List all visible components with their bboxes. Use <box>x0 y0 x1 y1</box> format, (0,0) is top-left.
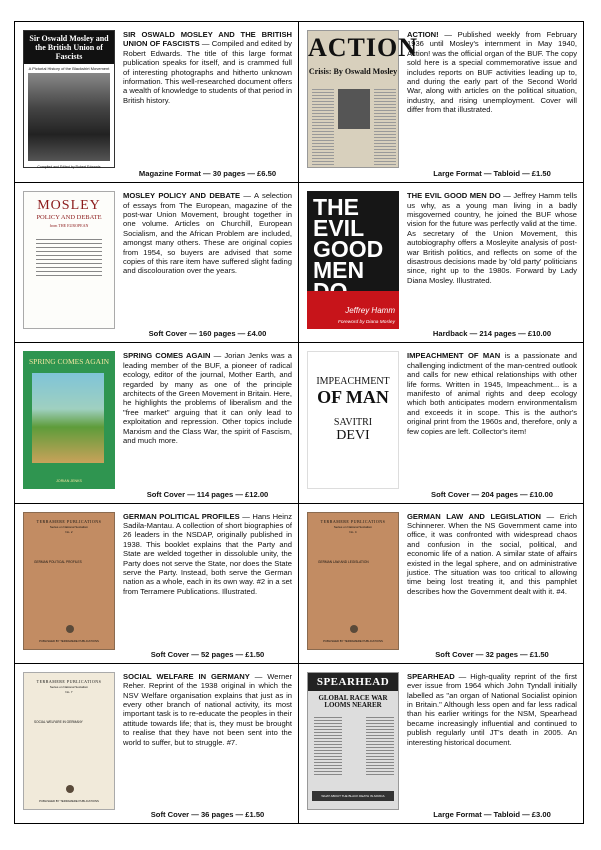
product-card <box>299 182 583 342</box>
product-desc: — Jeffrey Hamm tells us why, as a young man living in a badly misgoverned country, he joined the BUF whose vision for the future was perfectly valid at the time. As secretary of the Union Movement, this autobiography offers a Mosleyite analysis of post-war British politics, and reflects on some of the disastrous decisions made by 'old party' politicians since, right up to the 1980s. Forward by Lady Diana Mosley. Illustrated. <box>407 191 577 285</box>
book-cover <box>307 30 419 168</box>
cover-footer: Compiled and Edited by Robert Edwards <box>37 165 101 169</box>
product-format: Soft Cover — 114 pages — £12.00 <box>146 489 269 499</box>
product-description <box>123 30 292 105</box>
emblem-icon <box>66 785 74 793</box>
product-format: Soft Cover — 204 pages — £10.00 <box>431 489 553 499</box>
product-desc: is a passionate and challenging indictment of the man-centred outlook and calls for new ethical relationships with other life forms. Written in 1945, Impeachment... is a manifesto of animal rights and deep ecology which both anticipates modern environmentalism and exceeds it in scope. This is the author's original print from the 1960s and, therefore, only a few copies are left. Collector's item! <box>407 351 578 436</box>
cover-masthead: SPEARHEAD <box>308 673 398 691</box>
product-format: Soft Cover — 32 pages — £1.50 <box>435 649 549 659</box>
book-cover <box>307 191 399 329</box>
product-desc: — Compiled and edited by Robert Edwards. The title of this large format publication speaks for itself, and is crammed full of interesting photographs and hitherto unknown information. This well-researched document offers a wealth of knowledge to students of that period in British history. <box>123 39 292 105</box>
cover-subtitle: POLICY AND DEBATE <box>36 214 102 222</box>
product-desc: — High-quality reprint of the first ever issue from 1964 which John Tyndall initially labelled as "an organ of National Socialist opinion in Britain." Although less open and far less radical than his earlier writings for the NSM, Spearhead became increasingly influential and continued to publish regularly until JT's death in 2005. An interesting historical document. <box>407 671 577 747</box>
cover-box: WHAT ABOUT THE BLACK DEATH IN AFRICA <box>312 791 394 801</box>
product-desc: — Jorian Jenks was a leading member of the BUF, a pioneer of radical ecology, editor of the journal, Mother Earth, and regarded by many as one of the principle architects of the Green Movement in Britain. Here, he highlights the problems of liberalism and the "free market" arguing that it can only lead to exploitation and repression. Other topics include Marxism and the Class War, the spirit of Fascism, and much more. <box>123 351 292 446</box>
cover-publisher: TERRAMERE PUBLICATIONS <box>320 518 386 524</box>
product-description <box>407 30 577 115</box>
cover-series: Series on National Socialism <box>49 524 89 529</box>
product-format: Large Format — Tabloid — £3.00 <box>433 809 551 819</box>
product-description <box>407 672 577 747</box>
cover-author: Jeffrey Hamm <box>345 306 395 316</box>
product-description <box>123 351 292 445</box>
cover-author: JORIAN JENKS <box>56 479 82 484</box>
cover-title: THE EVIL GOOD MEN <box>313 194 384 284</box>
cover-headline: Crisis: By Oswald Mosley <box>308 67 398 76</box>
cover-number: No. 7 <box>65 689 73 694</box>
cover-author-line: DEVI <box>336 428 370 444</box>
product-description <box>407 351 577 436</box>
product-card <box>15 503 299 663</box>
book-cover <box>307 512 399 650</box>
product-description <box>407 512 577 597</box>
emblem-icon <box>66 625 74 633</box>
book-cover <box>307 351 399 489</box>
product-card <box>15 182 299 342</box>
cover-headline: GLOBAL RACE WAR LOOMS NEARER <box>318 693 388 709</box>
cover-column <box>366 715 394 775</box>
cover-publisher: TERRAMERE PUBLICATIONS <box>36 678 102 684</box>
cover-title: Sir Oswald Mosley and the British Union of Fascists <box>24 31 114 64</box>
product-desc: — Erich Schinnerer. When the NS Government came into office, it was confronted with widespread chaos and confusion in the social, political, and economic life of a nation. A similar state of affairs existed in the legal sphere, and on administrative justice. The situation was too critical to allowing time being lost treating it, and this pamphlet describes how the Government dealt with it. #4. <box>407 511 577 596</box>
product-title: SIR OSWALD MOSLEY AND THE BRITISH UNION OF FASCISTS <box>123 30 292 49</box>
book-cover <box>23 351 115 489</box>
product-format: Soft Cover — 160 pages — £4.00 <box>148 329 267 339</box>
product-title: MOSLEY POLICY AND DEBATE <box>123 191 241 201</box>
product-title: SPEARHEAD <box>407 671 455 681</box>
cover-title: GERMAN POLITICAL PROFILES <box>34 559 82 564</box>
cover-title: SOCIAL WELFARE IN GERMANY <box>34 719 83 724</box>
product-title: GERMAN POLITICAL PROFILES <box>123 511 240 521</box>
catalogue-grid <box>14 21 584 824</box>
cover-photo <box>28 73 110 161</box>
product-title: SOCIAL WELFARE IN GERMANY <box>123 671 250 681</box>
book-cover <box>23 672 115 810</box>
product-format: Soft Cover — 52 pages — £1.50 <box>150 649 265 659</box>
product-title: THE EVIL GOOD MEN DO <box>407 191 501 201</box>
product-description <box>123 672 292 747</box>
cover-column <box>314 715 342 775</box>
cover-contents <box>36 236 102 276</box>
product-title: GERMAN LAW AND LEGISLATION <box>407 511 541 521</box>
cover-photo <box>338 89 370 129</box>
product-format: Hardback — 214 pages — £10.00 <box>432 329 552 339</box>
emblem-icon <box>350 625 358 633</box>
cover-series: Series on National Socialism <box>49 684 89 689</box>
cover-title: GERMAN LAW AND LEGISLATION <box>318 559 369 564</box>
product-card <box>15 22 299 182</box>
cover-number: No. 4 <box>349 529 357 534</box>
cover-author-line: SAVITRI <box>333 417 373 429</box>
cover-note: from THE EUROPEAN <box>49 223 89 229</box>
cover-column <box>374 87 396 165</box>
product-card <box>299 342 583 502</box>
cover-footer: PUBLISHED BY TERRAMERE PUBLICATIONS <box>39 798 99 803</box>
product-desc: — Hans Heinz Sadila-Mantau. A collection of short biographies of 26 leaders in the NSDAP, originally published in 1938. This booklet explains that the Party and State are welded together in dissoluble unity, the Party does not serve the State, nor does the State serve the Party. Instead, both serve the German nation as a whole, each in its own way. #2 in a set from Terramere Publications. Illustrated. <box>123 511 292 596</box>
cover-title: SPRING COMES AGAIN <box>28 357 109 367</box>
product-title: SPRING COMES AGAIN <box>123 351 211 361</box>
product-card <box>15 663 299 823</box>
cover-foreword: Foreword by Diana Mosley <box>337 320 395 326</box>
product-desc: — Published weekly from February 1936 until Mosley's internment in May 1940, Action! was the official organ of the BUF. The copy sold here is a special commemorative issue and includes reports on BUF activities leading up to, and during the early part of the Second World War, along with articles on the political situation, industry, and rising unemployment. Cover will differ from that illustrated. <box>407 30 577 115</box>
product-format: Large Format — Tabloid — £1.50 <box>433 169 551 179</box>
product-description <box>407 191 577 285</box>
book-cover <box>307 672 399 810</box>
cover-footer: PUBLISHED BY TERRAMERE PUBLICATIONS <box>39 638 99 643</box>
product-desc: — Werner Reher. Reprint of the 1938 original in which the NSV Welfare organisation explains that just as in every other branch of national activity, its most important task is to re-educate the peoples in their attitude towards life; that is, they must be brought to realise that they have not been sent into the world to suffer, but to struggle. #7. <box>123 671 292 747</box>
book-cover <box>23 191 115 329</box>
product-card <box>299 22 583 182</box>
cover-masthead: ACTION <box>308 33 419 62</box>
cover-publisher: TERRAMERE PUBLICATIONS <box>36 518 102 524</box>
cover-title-line: OF MAN <box>317 387 389 408</box>
cover-footer: PUBLISHED BY TERRAMERE PUBLICATIONS <box>323 638 383 643</box>
cover-subtitle: A Pictorial History of the Blackshirt Movement <box>28 66 110 71</box>
book-cover <box>23 512 115 650</box>
product-card <box>15 342 299 502</box>
cover-title: MOSLEY <box>37 198 101 214</box>
product-card <box>299 503 583 663</box>
product-desc: — A selection of essays from The European, magazine of the post-war Union Movement, brought together in one volume. Articles on Churchill, European Socialism, and the African Problem are included, amongst many others. These are original copies from 1954, so buyers are advised that some copies of this rare item have suffered slight fading and discolouration over the years. <box>123 191 292 276</box>
product-title: IMPEACHMENT OF MAN <box>407 351 501 361</box>
cover-painting <box>32 373 104 463</box>
product-card <box>299 663 583 823</box>
product-format: Soft Cover — 36 pages — £1.50 <box>150 809 265 819</box>
cover-column <box>312 87 334 165</box>
product-title: ACTION! <box>407 30 439 39</box>
product-format: Magazine Format — 30 pages — £6.50 <box>138 169 277 179</box>
cover-number: No. 2 <box>65 529 73 534</box>
cover-series: Series on National Socialism <box>333 524 373 529</box>
product-description <box>123 512 292 597</box>
product-description <box>123 191 292 276</box>
cover-title-line: IMPEACHMENT <box>316 376 390 388</box>
book-cover <box>23 30 115 168</box>
